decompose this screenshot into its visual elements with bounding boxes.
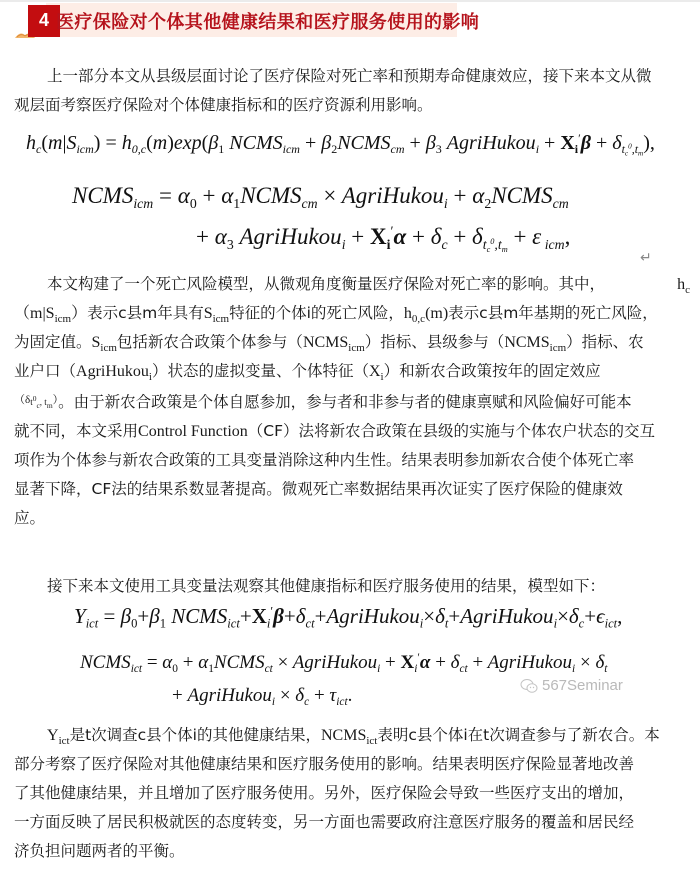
section-number-badge: 4 (28, 5, 60, 37)
para2-text: ）状态的虚拟变量、个体特征（ (151, 362, 369, 380)
para1-line1: 上一部分本文从县级层面讨论了医疗保险对死亡率和预期寿命健康效应，接下来本文从微 (47, 67, 652, 85)
para2-text: 业户口（ (14, 362, 77, 380)
section-title: 医疗保险对个体其他健康结果和医疗服务使用的影响 (56, 12, 480, 33)
para2-text: 项作为个体参与新农合政策的工具变量消除这种内生性。结果表明参加新农合使个体死亡率 (14, 451, 635, 469)
para2-text: 就不同，本文采用 (14, 422, 139, 440)
para4-text: 部分考察了医疗保险对其他健康结果和医疗服务使用的影响。结果表明医疗保险显著地改善 (14, 755, 635, 773)
equation-ncms-iv-line1: $NCMS_{ict} = \alpha_0$ + $\alpha_1NCMS_{ct}$ × AgriHukou$_i$ + $X_i'\alpha + \delta_{ct}$ + AgriHukou$_i$ × $\delta_t$ (80, 652, 608, 675)
paragraph-results: $Y_{ict}$是t次调查c县个体i的其他健康结果，$NCMS_{ict}$表明c县个体i在t次调查参与了新农合。本 部分考察了医疗保险对其他健康结果和医疗服务使用的影响。结果表明医疗保险显著地改善 了其他健康结果，并且增加了医疗服务使用。另外，医疗保险会导致一些医疗支出的增加， 一方面反映了居民积极就医的态度转变，另一方面也需要政府注意医疗服务的覆盖和居民经 济负担问题两者的平衡。 (14, 726, 660, 860)
para2-text: 显著下降，CF法的结果系数显著提高。微观死亡率数据结果再次证实了医疗保险的健康效 (14, 480, 623, 498)
para2-text: ）指标、县级参与（ (364, 333, 505, 351)
equation-ncms-first-stage-line1: $NCMS_{icm} = \alpha_0$ + $\alpha_1NCMS_{cm}$ × AgriHukou$_i$ + $\alpha_2NCMS_{cm}$ (72, 183, 569, 211)
paragraph-iv-intro (14, 572, 690, 601)
para2-line1: 本文构建了一个死亡风险模型，从微观角度衡量医疗保险对死亡率的影响。其中， (47, 275, 606, 293)
para1-line2: 观层面考察医疗保险对个体健康指标和的医疗资源利用影响。 (14, 96, 433, 114)
section-header (14, 3, 480, 37)
equation-ncms-iv-line2: + AgriHukou$_i$ × $\delta_c + \tau_{ict}$. (172, 685, 353, 708)
equation-hazard-model: $h_c(m|S_{icm}) = h_{0,c}(m)\exp(\beta_1$ $NCMS_{icm}$ + $\beta_2NCMS_{cm} + \beta_3$ AgriHukou$_i$ + $X_i'\beta + \delta_{t_c^0,t_m}$), (26, 130, 655, 158)
para4-text: 是t次调查c县个体i的其他健康结果， (69, 726, 321, 744)
para2-text: 表示c县m年基期的死亡风险， (448, 304, 658, 322)
para2-text: 。由于新农合政策是个体自愿参加，参与者和非参与者的健康禀赋和风险偏好可能本 (58, 393, 632, 411)
para4-text: 了其他健康结果，并且增加了医疗服务使用。另外，医疗保险会导致一些医疗支出的增加， (14, 784, 635, 802)
para2-text: 为固定值。 (14, 333, 92, 351)
equation-outcome-model: $Y_{ict} = \beta_0+\beta_1$ $NCMS_{ict}+X_i'\beta+\delta_{ct}+AgriHukou_i\times\delta_t+AgriHukou_i\times\delta_c+\epsilon_{ict}$, (74, 604, 623, 631)
para4-text: 济负担问题两者的平衡。 (14, 842, 185, 860)
paragraph-return-icon: ↵ (640, 250, 652, 266)
para2-text: Control Function (138, 423, 248, 440)
equation-ncms-first-stage-line2: + $\alpha_3$ AgriHukou$_i$ + $X_i'\alpha + \delta_c + \delta_{t_c^0,t_m} + \varepsilon$ $_{icm}$, (196, 223, 571, 254)
para2-text: （CF）法将新农合政策在县级的实施与个体农户状态的交互 (247, 422, 656, 440)
paragraph-hazard-explanation: 本文构建了一个死亡风险模型，从微观角度衡量医疗保险对死亡率的影响。其中， $h_c$ $(m|S_{icm})$表示c县m年具有$S_{icm}$特征的个体i的死亡风险，$h_{0,c}(m)$表示c县m年基期的死亡风险， 为固定值。$S_{icm}$包括新农合政策个体参与$(NCMS_{icm})$指标、县级参与$(NCMS_{icm})$指标、农 业户口（AgriHukou$_i$）状态的虚拟变量、个体特征$(X_i)$和新农合政策按年的固定效应 $^{(\delta_{t^0_c, t_m})}$。由于新农合政策是个体自愿参加，参与者和非参与者的健康禀赋和风险偏好可能本 就不同，本文采用Control Function（CF）法将新农合政策在县级的实施与个体农户状态的交互 项作为个体参与新农合政策的工具变量消除这种内生性。结果表明参加新农合使个体死亡率 显著下降，CF法的结果系数显著提高。微观死亡率数据结果再次证实了医疗保险的健康效 应。 (14, 275, 690, 527)
para2-text: 特征的个体i的死亡风险， (229, 304, 404, 322)
para4-text: 表明c县个体i在t次调查参与了新农合。本 (377, 726, 660, 744)
top-divider (0, 0, 700, 2)
paragraph-intro (14, 62, 690, 120)
para2-text: ）指标、农 (566, 333, 644, 351)
watermark (520, 677, 623, 694)
wechat-icon (520, 678, 538, 694)
para2-text: 应。 (14, 509, 46, 527)
para2-text: ）和新农合政策按年的固定效应 (383, 362, 601, 380)
para2-text: 包括新农合政策个体参与（ (116, 333, 303, 351)
para2-text: 表示c县m年具有 (87, 304, 204, 322)
para3-text: 接下来本文使用工具变量法观察其他健康指标和医疗服务使用的结果，模型如下： (47, 577, 606, 595)
para4-text: 一方面反映了居民积极就医的态度转变，另一方面也需要政府注意医疗服务的覆盖和居民经 (14, 813, 635, 831)
watermark-text: 567Seminar (542, 677, 623, 694)
